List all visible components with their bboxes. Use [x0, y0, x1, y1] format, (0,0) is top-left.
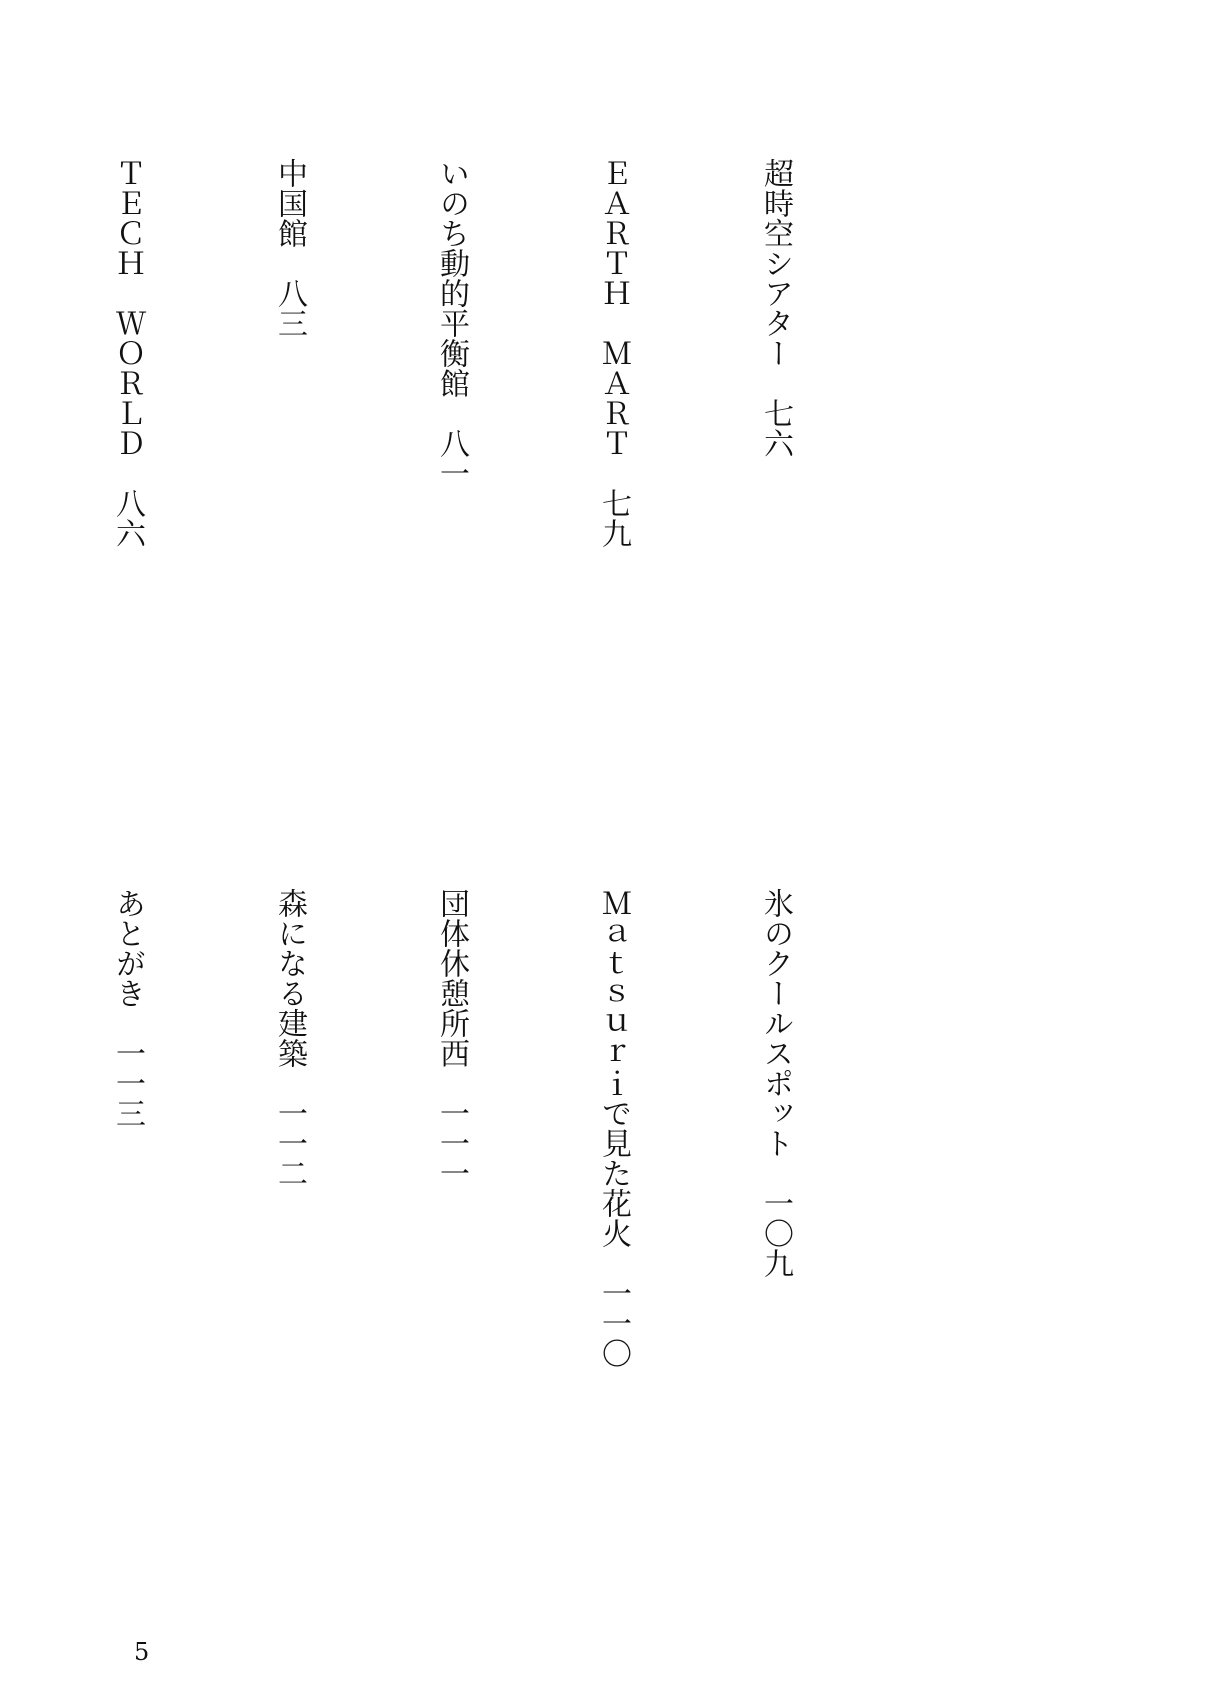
toc-entry: 団体休憩所西 一一一 [434, 888, 469, 1188]
toc-entry: 超時空シアター 七六 [758, 158, 793, 458]
toc-entry: 氷のクールスポット 一〇九 [758, 888, 793, 1278]
toc-bottom-section [0, 888, 910, 1508]
page-number: 5 [134, 1638, 150, 1666]
toc-entry: ＥＡＲＴＨ ＭＡＲＴ 七九 [596, 158, 631, 548]
toc-entry: Ｍａｔｓｕｒｉで見た花火 一一〇 [596, 888, 631, 1368]
toc-top-section [0, 158, 910, 798]
toc-entry: ＴＥＣＨ ＷＯＲＬＤ 八六 [110, 158, 145, 548]
toc-entry: 中国館 八三 [272, 158, 307, 338]
toc-entry: 森になる建築 一一二 [272, 888, 307, 1188]
toc-entry: いのち動的平衡館 八一 [434, 158, 469, 488]
toc-entry: あとがき 一一三 [110, 888, 145, 1128]
